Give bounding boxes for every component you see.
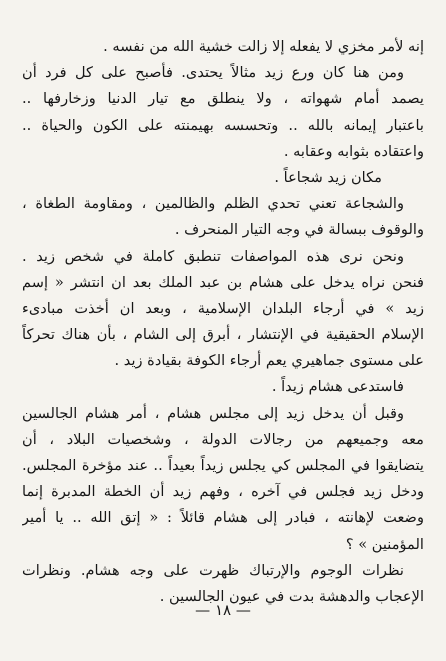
text-line: باعتبار إيمانه بالله .. وتحسسه بهيمنته على الكون والحياة .. [22, 116, 424, 134]
text-line: معه وجميعهم من رجالات الدولة ، وشخصيات البلاد ، أن [22, 430, 424, 448]
text-line: يتضايقوا في المجلس كي يجلس زيداً بعيداً .. عند مؤخرة المجلس. [22, 457, 424, 474]
body-text [22, 34, 424, 610]
text-line: فنحن نراه يدخل على هشام بن عبد الملك بعد ان انتشر « إسم [22, 273, 424, 291]
page-number: — ١٨ — [195, 601, 251, 619]
text-line: زيد » في أرجاء البلدان الإسلامية ، وبعد ان أخذت مبادىء [22, 299, 424, 317]
text-line: ونحن نرى هذه المواصفات تنطبق كاملة في شخص زيد . [22, 247, 404, 265]
text-line: فاستدعى هشام زيداً . [271, 378, 404, 396]
text-line: واعتقاده بثوابه وعقابه . [283, 142, 424, 160]
text-line: الإسلام الحقيقية في الإنتشار ، أبرق إلى الشام ، بأن هناك تحركاً [22, 326, 424, 344]
text-line: مكان زيد شجاعاً . [274, 168, 382, 186]
text-line: نظرات الوجوم والإرتباك ظهرت على وجه هشام. ونظرات [22, 561, 404, 579]
text-line: على مستوى جماهيري يعم أرجاء الكوفة بقيادة زيد . [114, 352, 424, 370]
text-line: وضعت لإهانته ، فبادر إلى هشام قائلاً : « إتق الله .. يا أمير [22, 509, 424, 527]
text-line: وقبل أن يدخل زيد إلى مجلس هشام ، أمر هشام الجالسين [22, 404, 404, 422]
text-line: يصمد أمام شهواته ، ولا ينطلق مع تيار الدنيا وزخارفها .. [22, 90, 424, 108]
text-line: إنه لأمر مخزي لا يفعله إلا زالت خشية الله من نفسه . [103, 38, 424, 55]
text-line: والشجاعة تعني تحدي الظلم والظالمين ، ومقاومة الطغاة ، [22, 195, 404, 213]
text-line: الإعجاب والدهشة بدت في عيون الجالسين . [159, 587, 424, 605]
text-line: ودخل زيد فجلس في آخره ، وفهم زيد أن الخطة المدبرة إنما [22, 483, 424, 501]
text-line: المؤمنين » ؟ [345, 535, 424, 553]
text-line: والوقوف ببسالة في وجه التيار المنحرف . [174, 221, 424, 239]
text-line: ومن هنا كان ورع زيد مثالاً يحتدى. فأصبح على كل فرد أن [22, 64, 404, 82]
